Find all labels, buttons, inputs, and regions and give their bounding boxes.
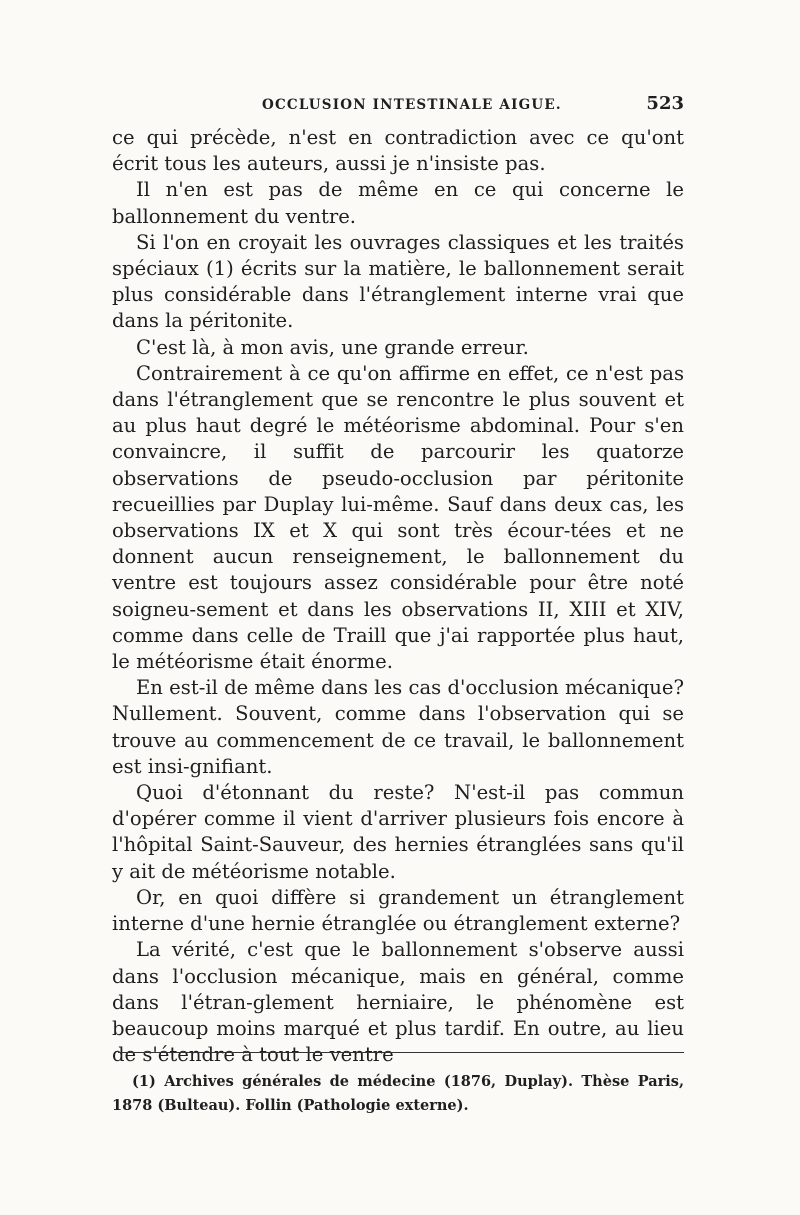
paragraph: Il n'en est pas de même en ce qui concerne le ballonnement du ventre. <box>112 178 684 228</box>
paragraph: ce qui précède, n'est en contradiction avec ce qu'ont écrit tous les auteurs, aussi je n'insiste pas. <box>112 126 684 176</box>
paragraph: La vérité, c'est que le ballonnement s'observe aussi dans l'occlusion mécanique, mais en général, comme dans l'étran-glement herniaire, le phénomène est beaucoup moins marqué et plus tardif. En outre, au lieu de s'étendre à tout le ventre <box>112 938 684 1067</box>
footnote <box>112 1070 684 1118</box>
paragraph: Or, en quoi diffère si grandement un étranglement interne d'une hernie étranglée ou étranglement externe? <box>112 885 684 936</box>
footnote-text: (1) Archives générales de médecine (1876, Duplay). Thèse Paris, 1878 (Bulteau). Follin (Pathologie externe). <box>112 1073 684 1114</box>
main-text <box>112 125 684 1068</box>
page-number: 523 <box>646 93 684 114</box>
paragraph: Quoi d'étonnant du reste? N'est-il pas commun d'opérer comme il vient d'arriver plusieurs fois encore à l'hôpital Saint-Sauveur, des hernies étranglées sans qu'il y ait de météorisme notable. <box>112 781 684 883</box>
paragraph: C'est là, à mon avis, une grande erreur. <box>136 335 529 359</box>
paragraph: Contrairement à ce qu'on affirme en effet, ce n'est pas dans l'étranglement que se rencontre le plus souvent et au plus haut degré le météorisme abdominal. Pour s'en convaincre, il suffit de parcourir les quatorze observations de pseudo-occlusion par péritonite recueillies par Duplay lui-même. Sauf dans deux cas, les observations IX et X qui sont très écour-tées et ne donnent aucun renseignement, le ballonnement du ventre est toujours assez considérable pour être noté soigneu-sement et dans les observations II, XIII et XIV, comme dans celle de Traill que j'ai rapportée plus haut, le météorisme était énorme. <box>112 361 684 674</box>
footnote-divider <box>118 1052 684 1053</box>
paragraph: Si l'on en croyait les ouvrages classiques et les traités spéciaux (1) écrits sur la matière, le ballonnement serait plus considérable dans l'étranglement interne vrai que dans la péritonite. <box>112 230 684 333</box>
paragraph: En est-il de même dans les cas d'occlusion mécanique? Nullement. Souvent, comme dans l'observation qui se trouve au commencement de ce travail, le ballonnement est insi-gnifiant. <box>112 676 684 778</box>
page-header <box>112 93 684 121</box>
running-title: OCCLUSION INTESTINALE AIGUE. <box>262 97 562 113</box>
